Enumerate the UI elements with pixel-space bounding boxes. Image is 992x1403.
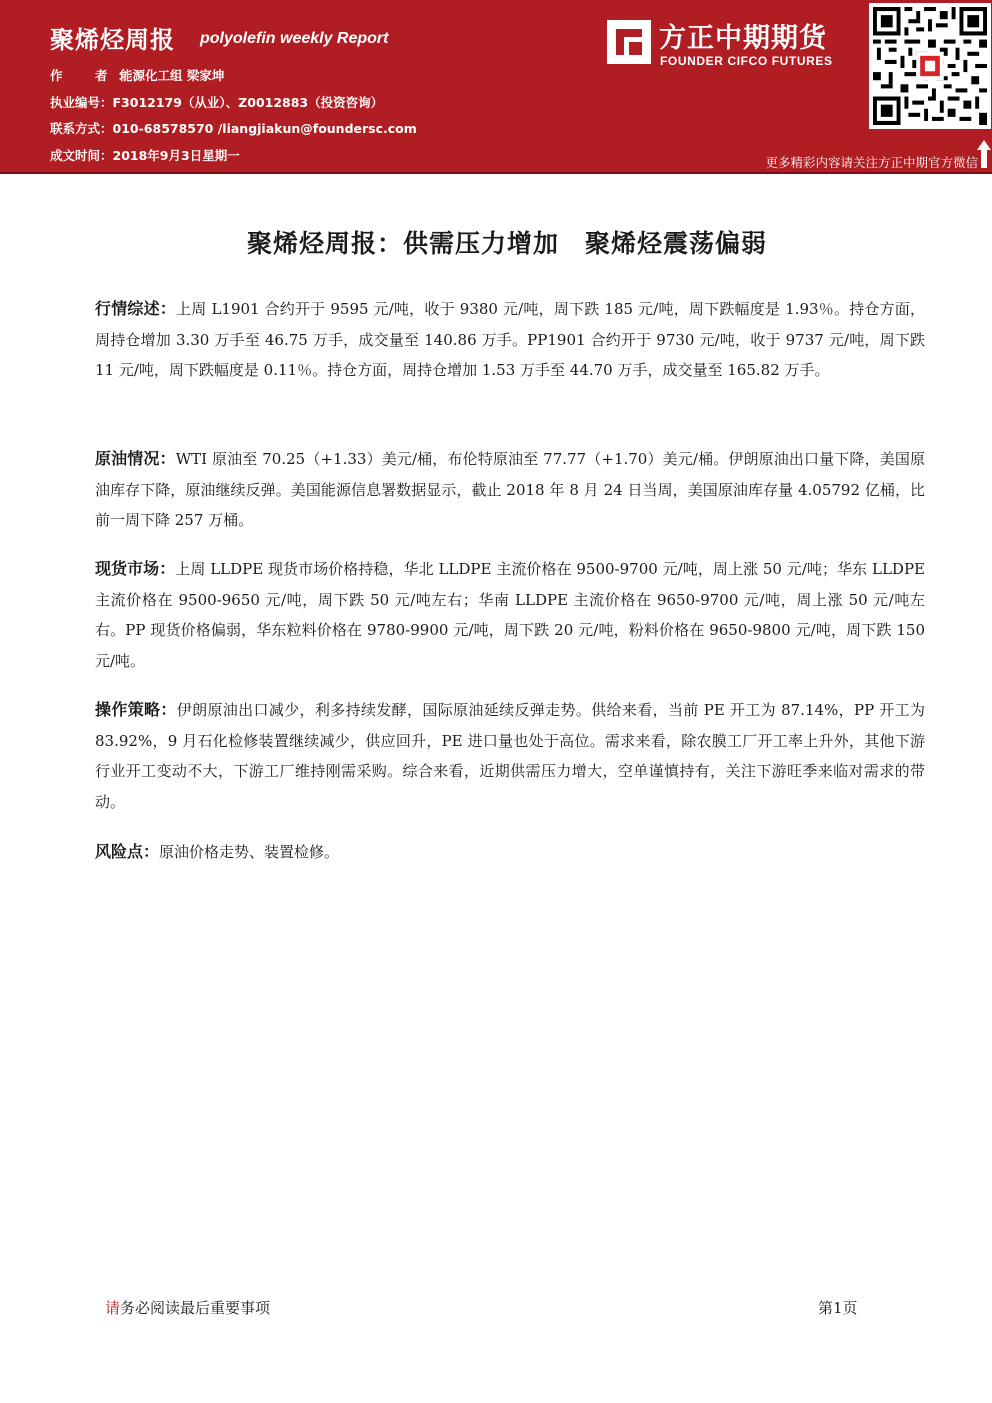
license-row: [50, 93, 417, 120]
follow-wechat-text: 更多精彩内容请关注方正中期官方微信: [765, 155, 978, 170]
page-number: 第1页: [818, 1299, 858, 1317]
section-label: 操作策略：: [95, 700, 177, 719]
report-title-en: polyolefin weekly Report: [200, 30, 389, 47]
logo-mark-icon: [607, 20, 651, 64]
disclaimer-rest: 务必阅读最后重要事项: [120, 1299, 271, 1317]
section-strategy: [95, 695, 925, 817]
section-label: 风险点：: [95, 842, 160, 861]
contact-value: 010-68578570 /liangjiakun@foundersc.com: [112, 121, 417, 136]
author-row: [50, 66, 417, 93]
section-label: 原油情况：: [95, 449, 176, 468]
section-text: 伊朗原油出口减少，利多持续发酵，国际原油延续反弹走势。供给来看，当前 PE 开工为 87.14%，PP 开工为 83.92%，9 月石化检修装置继续减少，供应回升，PE 进口量也处于高位。需求来看，除农膜工厂开工率上升外，其他下游行业开工变动不大，下游工厂维持刚需采购。综合来看，近期供需压力增大，空单谨慎持有，关注下游旺季来临对需求的带动。: [95, 701, 925, 811]
license-value: F3012179（从业）、Z0012883（投资咨询）: [112, 94, 384, 110]
report-meta: [50, 66, 417, 172]
disclaimer-note: [105, 1297, 270, 1318]
date-row: [50, 146, 417, 173]
author-label: 作 者：: [50, 68, 141, 83]
section-risk: [95, 837, 925, 868]
section-label: 现货市场：: [95, 559, 176, 578]
section-spot-market: [95, 554, 925, 676]
qr-code: [869, 3, 991, 129]
section-label: 行情综述：: [95, 299, 177, 318]
section-market-overview: [95, 294, 925, 386]
scroll-top-arrow-icon[interactable]: [976, 138, 992, 170]
section-crude-oil: [95, 444, 925, 536]
header-divider: [0, 172, 992, 174]
date-label: 成文时间：: [50, 147, 113, 163]
disclaimer-first-char: 请: [105, 1299, 121, 1317]
section-text: 上周 LLDPE 现货市场价格持稳，华北 LLDPE 主流价格在 9500-9700 元/吨，周上涨 50 元/吨；华东 LLDPE 主流价格在 9500-9650 元/吨，周下跌 50 元/吨左右；华南 LLDPE 主流价格在 9650-9700 元/吨，周上涨 50 元/吨左右。PP 现货价格偏弱，华东粒料价格在 9780-9900 元/吨，周下跌 20 元/吨，粉料价格在 9650-9800 元/吨，周下跌 150 元/吨。: [95, 560, 925, 670]
contact-label: 联系方式：: [50, 121, 113, 136]
section-text: 原油价格走势、装置检修。: [159, 843, 340, 861]
qr-code-icon: [873, 7, 987, 125]
author-value: 能源化工组 梁家坤: [120, 68, 225, 83]
document-title: 聚烯烃周报：供需压力增加 聚烯烃震荡偏弱: [246, 229, 767, 258]
company-logo: [607, 14, 859, 72]
section-text: WTI 原油至 70.25（+1.33）美元/桶，布伦特原油至 77.77（+1.70）美元/桶。伊朗原油出口量下降，美国原油库存下降，原油继续反弹。美国能源信息署数据显示，截止 2018 年 8 月 24 日当周，美国原油库存量 4.05792 亿桶，比前一周下降 257 万桶。: [95, 450, 925, 529]
date-value: 2018年9月3日星期一: [112, 147, 240, 163]
license-label: 执业编号：: [50, 94, 113, 110]
logo-en-text: FOUNDER CIFCO FUTURES: [660, 54, 833, 68]
report-title: 聚烯烃周报: [50, 26, 175, 54]
contact-row: [50, 119, 417, 146]
logo-cn-text: 方正中期期货: [659, 23, 827, 54]
section-text: 上周 L1901 合约开于 9595 元/吨，收于 9380 元/吨，周下跌 185 元/吨，周下跌幅度是 1.93％。持仓方面，周持仓增加 3.30 万手至 46.75 万手，成交量至 140.86 万手。PP1901 合约开于 9730 元/吨，收于 9737 元/吨，周下跌 11 元/吨，周下跌幅度是 0.11％。持仓方面，周持仓增加 1.53 万手至 44.70 万手，成交量至 165.82 万手。: [95, 300, 925, 379]
